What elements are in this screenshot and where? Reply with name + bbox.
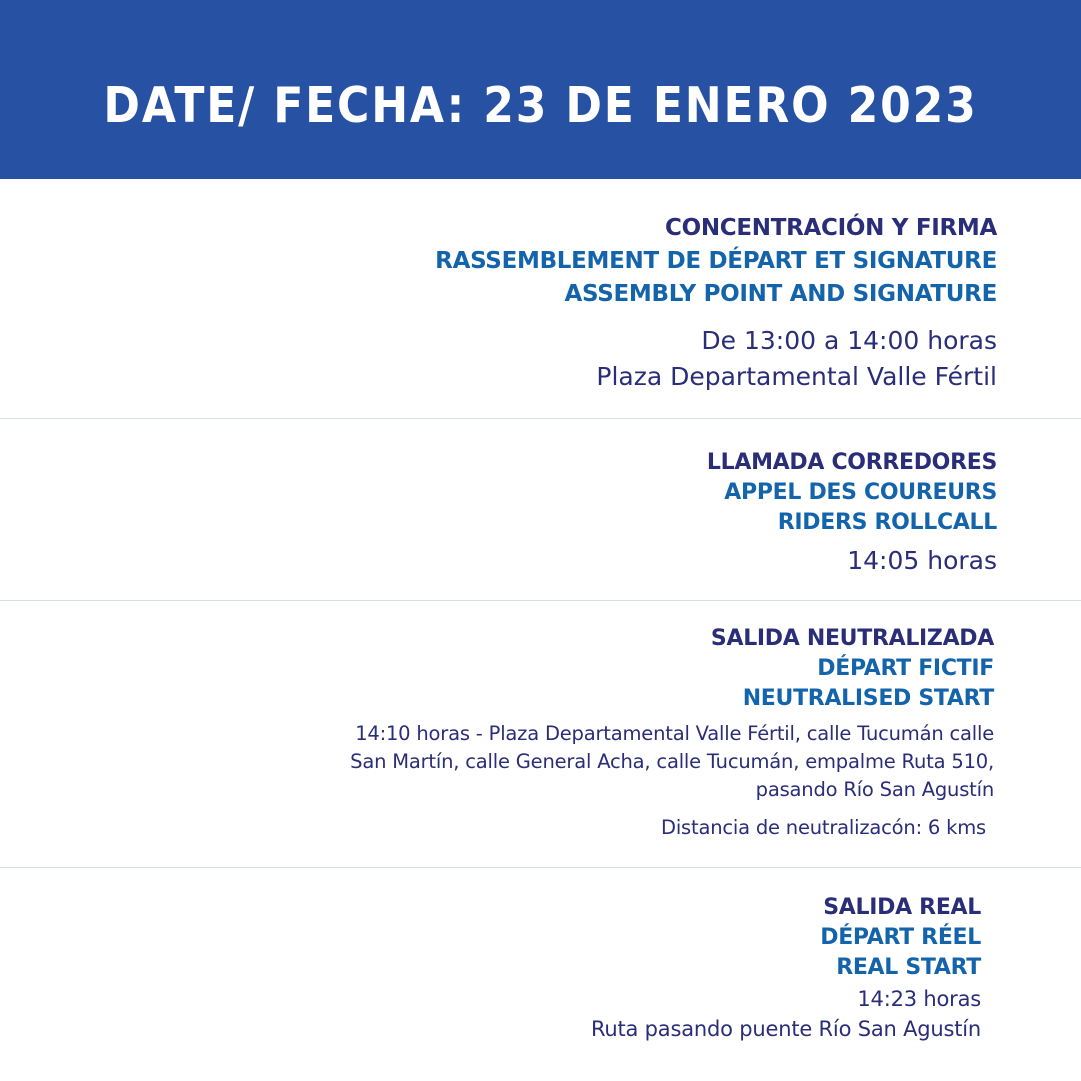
page-title: DATE/ FECHA: 23 DE ENERO 2023	[103, 77, 978, 134]
date-header	[0, 0, 1081, 179]
section-title-fr: DÉPART FICTIF	[817, 656, 994, 681]
section-title-fr: APPEL DES COUREURS	[724, 480, 997, 505]
section-title-es: LLAMADA CORREDORES	[706, 450, 997, 475]
section-divider	[0, 600, 1081, 601]
section-real-start	[591, 893, 981, 1044]
section-title-en: ASSEMBLY POINT AND SIGNATURE	[564, 281, 997, 307]
section-title-fr: RASSEMBLEMENT DE DÉPART ET SIGNATURE	[435, 248, 997, 274]
section-title-en: REAL START	[836, 955, 981, 980]
section-place: Plaza Departamental Valle Fértil	[596, 362, 997, 391]
section-divider	[0, 867, 1081, 868]
section-title-es: SALIDA REAL	[823, 895, 981, 920]
section-time: 14:05 horas	[847, 546, 997, 575]
section-place: Ruta pasando puente Río San Agustín	[590, 1017, 981, 1041]
section-title-es: SALIDA NEUTRALIZADA	[710, 626, 994, 651]
section-title-es: CONCENTRACIÓN Y FIRMA	[665, 215, 997, 241]
section-divider	[0, 418, 1081, 419]
section-assembly	[435, 212, 997, 395]
route-line: 14:10 horas - Plaza Departamental Valle Fértil, calle Tucumán calle	[355, 722, 994, 745]
route-line: pasando Río San Agustín	[755, 778, 994, 801]
route-line: San Martín, calle General Acha, calle Tucumán, empalme Ruta 510,	[350, 750, 994, 773]
section-title-en: RIDERS ROLLCALL	[777, 510, 997, 535]
section-time: 14:23 horas	[857, 987, 981, 1011]
section-neutralised-start	[350, 624, 994, 842]
section-title-en: NEUTRALISED START	[742, 686, 994, 711]
section-title-fr: DÉPART RÉEL	[820, 925, 981, 950]
section-rollcall	[707, 448, 997, 580]
neutralisation-distance: Distancia de neutralizacón: 6 kms	[661, 816, 986, 839]
section-time: De 13:00 a 14:00 horas	[701, 326, 997, 355]
route-description	[350, 720, 994, 804]
